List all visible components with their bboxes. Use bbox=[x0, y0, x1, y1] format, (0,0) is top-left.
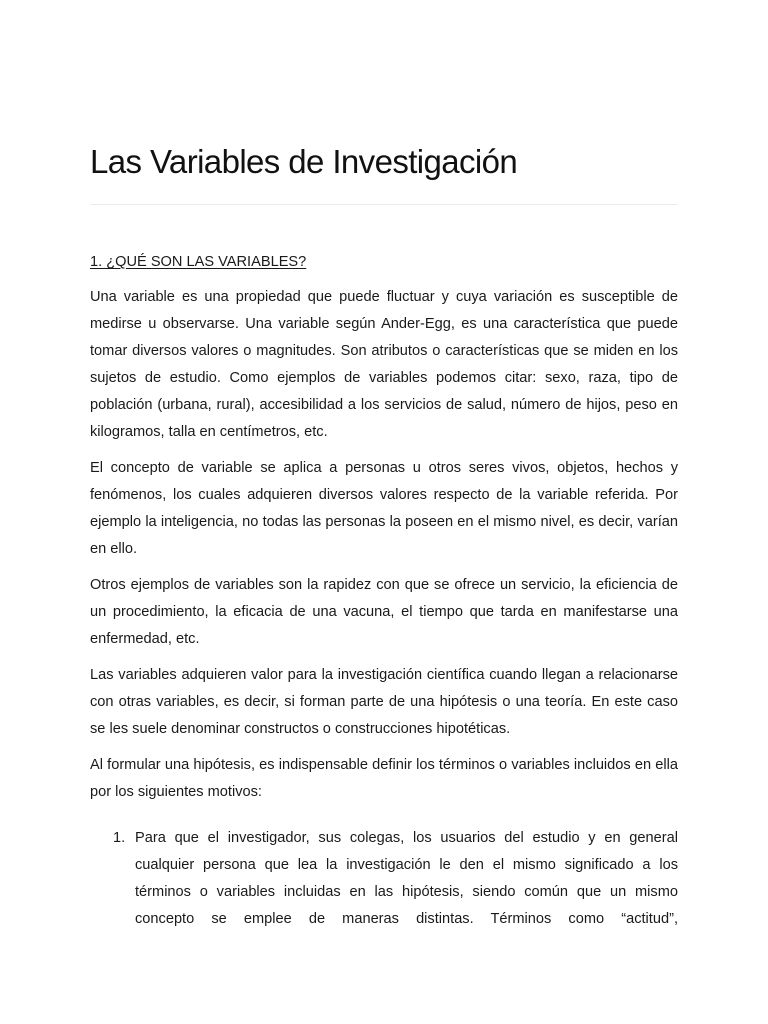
body-paragraph: Una variable es una propiedad que puede fluctuar y cuya variación es susceptible de medirse u observarse. Una variable según Ander-Egg, es una característica que puede tomar diversos valores o magnitudes. Son atributos o características que se miden en los sujetos de estudio. Como ejemplos de variables podemos citar: sexo, raza, tipo de población (urbana, rural), accesibilidad a los servicios de salud, número de hijos, peso en kilogramos, talla en centímetros, etc. bbox=[90, 289, 678, 440]
numbered-list bbox=[90, 825, 678, 933]
body-paragraph: Al formular una hipótesis, es indispensable definir los términos o variables incluidos en ella por los siguientes motivos: bbox=[90, 757, 678, 800]
list-item-text: Para que el investigador, sus colegas, los usuarios del estudio y en general cualquier persona que lea la investigación le den el mismo significado a los términos o variables incluidas en las hipótesis, siendo común que un mismo concepto se emplee de maneras distintas. Términos como “actitud”, bbox=[135, 830, 678, 927]
list-item-number: 1. bbox=[113, 830, 126, 846]
document-title: Las Variables de Investigación bbox=[90, 143, 518, 180]
section-heading: 1. ¿QUÉ SON LAS VARIABLES? bbox=[90, 254, 307, 270]
body-paragraph: Las variables adquieren valor para la investigación científica cuando llegan a relacionarse con otras variables, es decir, si forman parte de una hipótesis o una teoría. En este caso se les suele denominar constructos o construcciones hipotéticas. bbox=[90, 667, 678, 737]
list-item bbox=[90, 825, 678, 933]
document-body bbox=[90, 249, 678, 933]
title-divider bbox=[90, 204, 678, 205]
body-paragraph: Otros ejemplos de variables son la rapidez con que se ofrece un servicio, la eficiencia de un procedimiento, la eficacia de una vacuna, el tiempo que tarda en manifestarse una enfermedad, etc. bbox=[90, 577, 678, 647]
body-paragraph: El concepto de variable se aplica a personas u otros seres vivos, objetos, hechos y fenómenos, los cuales adquieren diversos valores respecto de la variable referida. Por ejemplo la inteligencia, no todas las personas la poseen en el mismo nivel, es decir, varían en ello. bbox=[90, 460, 678, 557]
